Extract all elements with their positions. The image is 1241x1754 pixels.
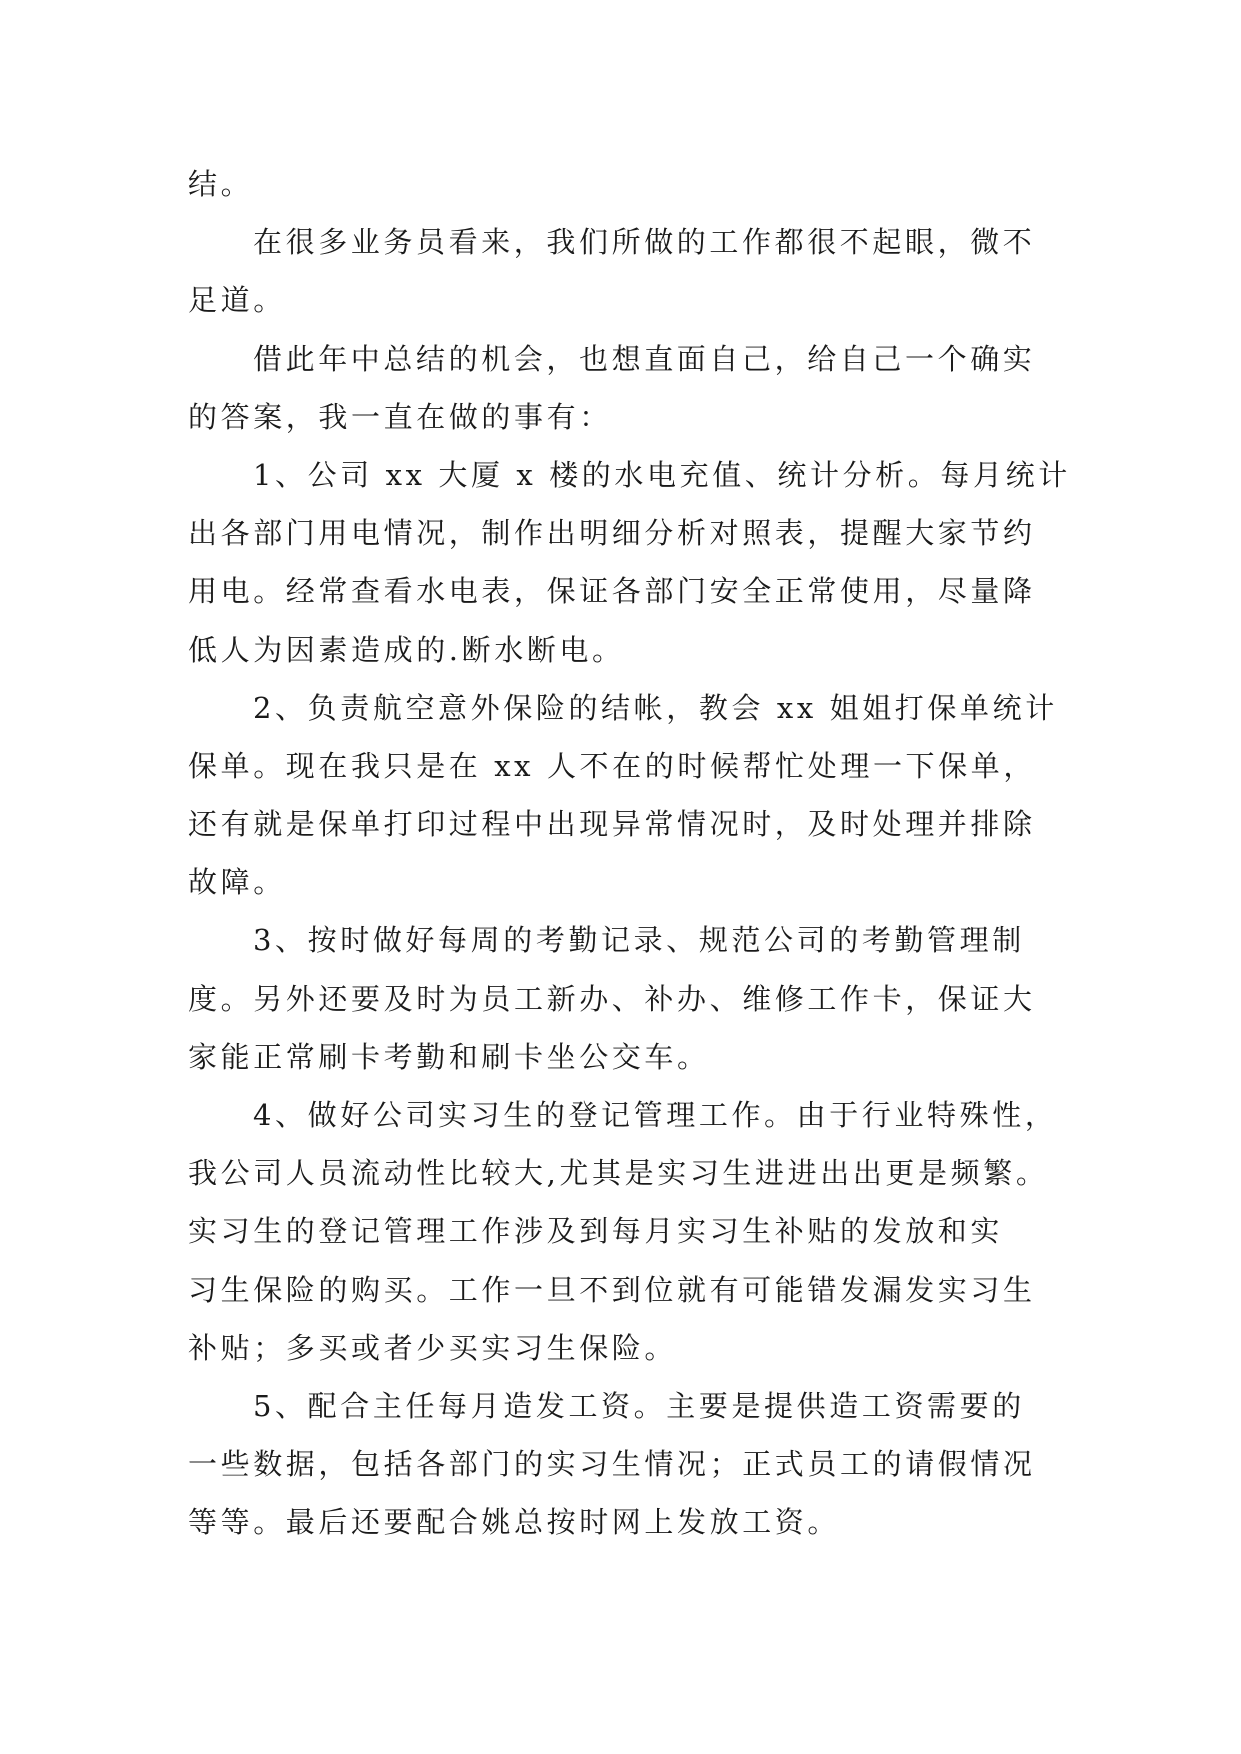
text-line: 故障。 xyxy=(188,865,286,900)
text-line: 保单。现在我只是在 xx 人不在的时候帮忙处理一下保单， xyxy=(188,748,1036,783)
text-line: 2、负责航空意外保险的结帐，教会 xx 姐姐打保单统计 xyxy=(253,690,1058,725)
text-line: 实习生的登记管理工作涉及到每月实习生补贴的发放和实 xyxy=(188,1214,1004,1249)
text-line: 用电。经常查看水电表，保证各部门安全正常使用，尽量降 xyxy=(188,574,1036,609)
document-body xyxy=(188,155,1071,1552)
text-line: 3、按时做好每周的考勤记录、规范公司的考勤管理制 xyxy=(253,923,1025,958)
text-line: 一些数据，包括各部门的实习生情况；正式员工的请假情况 xyxy=(188,1447,1036,1482)
text-line: 足道。 xyxy=(188,283,286,318)
text-line: 的答案，我一直在做的事有： xyxy=(188,399,612,434)
text-line: 结。 xyxy=(188,167,254,201)
text-line: 在很多业务员看来，我们所做的工作都很不起眼，微不 xyxy=(253,225,1036,260)
text-line: 1、公司 xx 大厦 x 楼的水电充值、统计分析。每月统计 xyxy=(253,457,1071,492)
text-line: 借此年中总结的机会，也想直面自己，给自己一个确实 xyxy=(253,341,1036,376)
text-line: 4、做好公司实习生的登记管理工作。由于行业特殊性， xyxy=(253,1098,1058,1132)
text-line: 还有就是保单打印过程中出现异常情况时，及时处理并排除 xyxy=(188,807,1036,842)
text-line: 家能正常刷卡考勤和刷卡坐公交车。 xyxy=(188,1039,710,1074)
text-line: 习生保险的购买。工作一旦不到位就有可能错发漏发实习生 xyxy=(188,1272,1036,1307)
text-line: 出各部门用电情况，制作出明细分析对照表，提醒大家节约 xyxy=(188,516,1036,551)
text-line: 度。另外还要及时为员工新办、补办、维修工作卡，保证大 xyxy=(188,981,1036,1016)
text-line: 我公司人员流动性比较大,尤其是实习生进进出出更是频繁。 xyxy=(188,1156,1049,1191)
text-line: 低人为因素造成的.断水断电。 xyxy=(188,632,625,667)
text-line: 等等。最后还要配合姚总按时网上发放工资。 xyxy=(188,1505,841,1540)
text-line: 补贴；多买或者少买实习生保险。 xyxy=(188,1330,678,1365)
text-line: 5、配合主任每月造发工资。主要是提供造工资需要的 xyxy=(253,1388,1025,1423)
